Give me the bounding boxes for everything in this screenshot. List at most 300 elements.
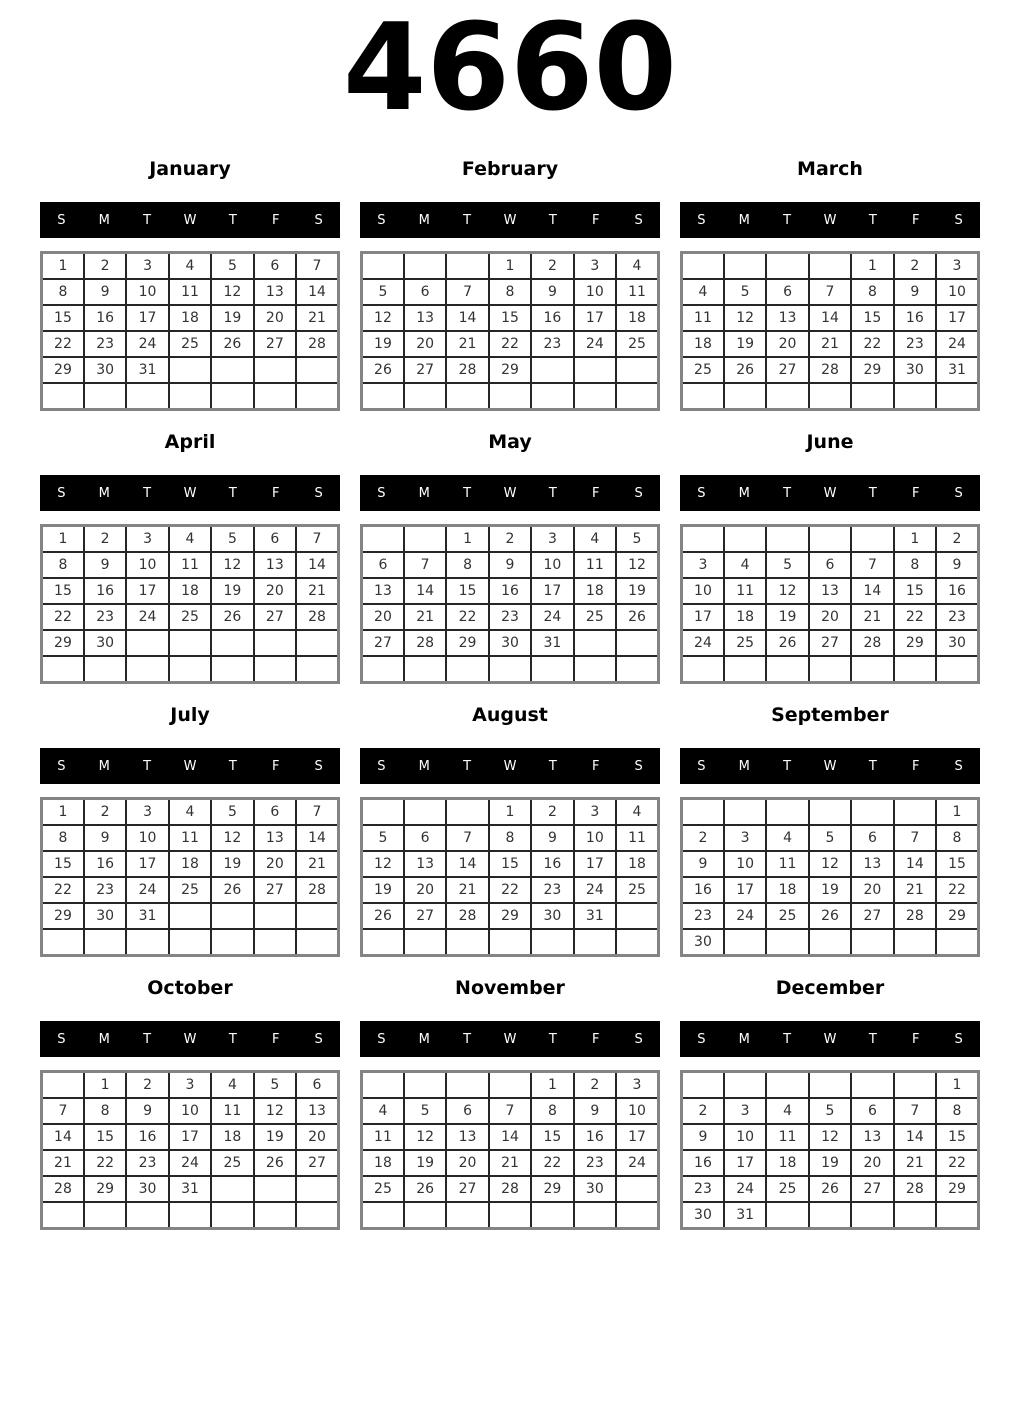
- day-cell: 9: [894, 279, 936, 305]
- week-row: [682, 825, 979, 851]
- day-cell: 14: [894, 851, 936, 877]
- day-cell: 8: [489, 825, 531, 851]
- day-cell: 9: [84, 552, 126, 578]
- day-cell: 28: [809, 357, 851, 383]
- empty-day-cell: [766, 1202, 808, 1229]
- day-cell: 9: [682, 1124, 724, 1150]
- day-cell: 14: [851, 578, 893, 604]
- day-cell: 7: [404, 552, 446, 578]
- day-cell: 22: [851, 331, 893, 357]
- day-cell: 11: [574, 552, 616, 578]
- day-cell: 6: [766, 279, 808, 305]
- day-cell: 13: [404, 305, 446, 331]
- weekday-label: T: [548, 485, 557, 501]
- day-cell: 23: [126, 1150, 168, 1176]
- day-cell: 27: [809, 630, 851, 656]
- day-cell: 9: [531, 279, 573, 305]
- day-cell: 13: [254, 825, 296, 851]
- week-row: [42, 799, 339, 826]
- day-cell: 23: [84, 604, 126, 630]
- weekday-label: W: [183, 485, 197, 501]
- day-cell: 24: [531, 604, 573, 630]
- day-cell: 29: [936, 903, 978, 929]
- day-cell: 5: [254, 1072, 296, 1099]
- empty-day-cell: [574, 630, 616, 656]
- weekday-label: M: [418, 212, 430, 228]
- week-row: [682, 357, 979, 383]
- day-cell: 31: [724, 1202, 766, 1229]
- day-cell: 4: [724, 552, 766, 578]
- week-row: [682, 929, 979, 956]
- empty-day-cell: [724, 929, 766, 956]
- weekday-label: S: [634, 758, 643, 774]
- week-row: [362, 604, 659, 630]
- day-cell: 2: [574, 1072, 616, 1099]
- day-cell: 20: [254, 305, 296, 331]
- empty-day-cell: [126, 929, 168, 956]
- day-cell: 17: [126, 305, 168, 331]
- day-cell: 19: [211, 851, 253, 877]
- weekday-header: [680, 1021, 980, 1057]
- day-cell: 21: [446, 877, 488, 903]
- day-cell: 27: [766, 357, 808, 383]
- weekday-label: T: [463, 758, 472, 774]
- week-row: [682, 1072, 979, 1099]
- day-cell: 7: [446, 279, 488, 305]
- weekday-label: S: [697, 1031, 706, 1047]
- day-cell: 25: [766, 903, 808, 929]
- week-row: [682, 526, 979, 553]
- day-cell: 21: [446, 331, 488, 357]
- empty-day-cell: [42, 383, 84, 410]
- day-cell: 1: [42, 253, 84, 280]
- weekday-label: S: [314, 1031, 323, 1047]
- empty-day-cell: [169, 1202, 211, 1229]
- day-cell: 13: [446, 1124, 488, 1150]
- day-cell: 24: [724, 903, 766, 929]
- day-cell: 27: [296, 1150, 338, 1176]
- week-row: [42, 1176, 339, 1202]
- day-cell: 23: [682, 1176, 724, 1202]
- empty-day-cell: [574, 929, 616, 956]
- week-row: [682, 630, 979, 656]
- day-cell: 12: [254, 1098, 296, 1124]
- week-row: [42, 331, 339, 357]
- date-grid: [40, 524, 340, 684]
- weekday-label: F: [911, 485, 920, 501]
- day-cell: 4: [682, 279, 724, 305]
- empty-day-cell: [126, 656, 168, 683]
- day-cell: 22: [936, 877, 978, 903]
- day-cell: 12: [211, 552, 253, 578]
- day-cell: 20: [446, 1150, 488, 1176]
- day-cell: 25: [211, 1150, 253, 1176]
- month-name: November: [455, 977, 565, 1000]
- empty-day-cell: [211, 929, 253, 956]
- day-cell: 25: [169, 331, 211, 357]
- week-row: [682, 1202, 979, 1229]
- empty-day-cell: [682, 526, 724, 553]
- day-cell: 3: [724, 825, 766, 851]
- day-cell: 23: [84, 331, 126, 357]
- day-cell: 25: [362, 1176, 404, 1202]
- day-cell: 24: [574, 877, 616, 903]
- weekday-label: S: [314, 212, 323, 228]
- day-cell: 10: [724, 1124, 766, 1150]
- empty-day-cell: [296, 1176, 338, 1202]
- day-cell: 18: [169, 578, 211, 604]
- weekday-label: S: [314, 758, 323, 774]
- date-grid: [40, 797, 340, 957]
- day-cell: 18: [211, 1124, 253, 1150]
- weekday-label: W: [183, 1031, 197, 1047]
- weekday-label: F: [911, 758, 920, 774]
- day-cell: 17: [531, 578, 573, 604]
- week-row: [682, 305, 979, 331]
- day-cell: 13: [809, 578, 851, 604]
- week-row: [42, 1098, 339, 1124]
- day-cell: 14: [446, 305, 488, 331]
- day-cell: 27: [851, 903, 893, 929]
- empty-day-cell: [169, 357, 211, 383]
- weekday-label: S: [954, 1031, 963, 1047]
- day-cell: 16: [936, 578, 978, 604]
- week-row: [682, 279, 979, 305]
- empty-day-cell: [489, 383, 531, 410]
- empty-day-cell: [362, 1202, 404, 1229]
- day-cell: 5: [362, 279, 404, 305]
- day-cell: 28: [446, 357, 488, 383]
- day-cell: 23: [574, 1150, 616, 1176]
- day-cell: 3: [682, 552, 724, 578]
- day-cell: 29: [936, 1176, 978, 1202]
- day-cell: 13: [851, 851, 893, 877]
- day-cell: 20: [809, 604, 851, 630]
- weekday-label: F: [591, 485, 600, 501]
- day-cell: 30: [84, 903, 126, 929]
- day-cell: 17: [126, 578, 168, 604]
- week-row: [362, 526, 659, 553]
- day-cell: 18: [724, 604, 766, 630]
- day-cell: 1: [489, 799, 531, 826]
- day-cell: 19: [616, 578, 658, 604]
- weekday-label: S: [57, 485, 66, 501]
- empty-day-cell: [851, 1202, 893, 1229]
- day-cell: 26: [809, 903, 851, 929]
- week-row: [42, 903, 339, 929]
- weekday-label: W: [503, 1031, 517, 1047]
- day-cell: 30: [126, 1176, 168, 1202]
- day-cell: 9: [84, 279, 126, 305]
- empty-day-cell: [254, 1202, 296, 1229]
- empty-day-cell: [211, 383, 253, 410]
- weekday-label: T: [548, 212, 557, 228]
- week-row: [362, 630, 659, 656]
- day-cell: 15: [851, 305, 893, 331]
- day-cell: 5: [809, 825, 851, 851]
- day-cell: 21: [851, 604, 893, 630]
- week-row: [42, 851, 339, 877]
- day-cell: 3: [531, 526, 573, 553]
- weekday-label: F: [271, 212, 280, 228]
- day-cell: 3: [126, 526, 168, 553]
- empty-day-cell: [724, 253, 766, 280]
- weekday-label: M: [98, 758, 110, 774]
- empty-day-cell: [766, 253, 808, 280]
- weekday-label: T: [228, 212, 237, 228]
- empty-day-cell: [894, 799, 936, 826]
- month-name: January: [149, 158, 231, 181]
- empty-day-cell: [489, 1072, 531, 1099]
- week-row: [682, 552, 979, 578]
- day-cell: 4: [616, 253, 658, 280]
- day-cell: 27: [404, 903, 446, 929]
- day-cell: 22: [894, 604, 936, 630]
- empty-day-cell: [169, 929, 211, 956]
- empty-day-cell: [489, 656, 531, 683]
- day-cell: 23: [489, 604, 531, 630]
- day-cell: 21: [296, 578, 338, 604]
- empty-day-cell: [489, 929, 531, 956]
- day-cell: 6: [809, 552, 851, 578]
- day-cell: 14: [296, 825, 338, 851]
- day-cell: 2: [936, 526, 978, 553]
- day-cell: 5: [211, 253, 253, 280]
- day-cell: 17: [574, 851, 616, 877]
- day-cell: 6: [296, 1072, 338, 1099]
- empty-day-cell: [42, 1072, 84, 1099]
- day-cell: 25: [682, 357, 724, 383]
- empty-day-cell: [254, 1176, 296, 1202]
- week-row: [362, 253, 659, 280]
- empty-day-cell: [126, 630, 168, 656]
- day-cell: 21: [296, 305, 338, 331]
- empty-day-cell: [894, 1202, 936, 1229]
- day-cell: 26: [616, 604, 658, 630]
- empty-day-cell: [84, 929, 126, 956]
- day-cell: 5: [766, 552, 808, 578]
- day-cell: 21: [809, 331, 851, 357]
- day-cell: 7: [489, 1098, 531, 1124]
- day-cell: 27: [254, 331, 296, 357]
- empty-day-cell: [809, 253, 851, 280]
- day-cell: 8: [42, 279, 84, 305]
- day-cell: 19: [211, 305, 253, 331]
- weekday-header: [360, 475, 660, 511]
- day-cell: 24: [126, 331, 168, 357]
- empty-day-cell: [42, 656, 84, 683]
- month-name: March: [797, 158, 863, 181]
- empty-day-cell: [682, 253, 724, 280]
- empty-day-cell: [724, 656, 766, 683]
- empty-day-cell: [894, 656, 936, 683]
- month-name: July: [170, 704, 210, 727]
- month-name: June: [806, 431, 854, 454]
- week-row: [362, 1202, 659, 1229]
- day-cell: 31: [126, 357, 168, 383]
- day-cell: 26: [211, 604, 253, 630]
- weekday-label: W: [503, 212, 517, 228]
- day-cell: 21: [894, 1150, 936, 1176]
- day-cell: 25: [169, 877, 211, 903]
- week-row: [682, 1150, 979, 1176]
- empty-day-cell: [531, 1202, 573, 1229]
- month-name: September: [771, 704, 889, 727]
- month-block-november: [360, 977, 660, 1230]
- month-name: October: [147, 977, 233, 1000]
- week-row: [362, 929, 659, 956]
- weekday-label: T: [228, 1031, 237, 1047]
- day-cell: 30: [682, 1202, 724, 1229]
- weekday-label: T: [868, 1031, 877, 1047]
- empty-day-cell: [296, 1202, 338, 1229]
- day-cell: 12: [809, 1124, 851, 1150]
- empty-day-cell: [766, 929, 808, 956]
- weekday-label: T: [143, 1031, 152, 1047]
- day-cell: 11: [169, 825, 211, 851]
- empty-day-cell: [84, 1202, 126, 1229]
- day-cell: 22: [42, 877, 84, 903]
- weekday-label: S: [377, 1031, 386, 1047]
- week-row: [362, 578, 659, 604]
- day-cell: 8: [446, 552, 488, 578]
- day-cell: 10: [936, 279, 978, 305]
- empty-day-cell: [574, 357, 616, 383]
- day-cell: 29: [489, 357, 531, 383]
- empty-day-cell: [531, 357, 573, 383]
- month-name: May: [488, 431, 532, 454]
- empty-day-cell: [211, 1202, 253, 1229]
- year-title: 4660: [343, 0, 677, 138]
- weekday-header: [360, 1021, 660, 1057]
- weekday-label: M: [98, 485, 110, 501]
- day-cell: 7: [894, 825, 936, 851]
- empty-day-cell: [616, 1202, 658, 1229]
- day-cell: 17: [169, 1124, 211, 1150]
- week-row: [42, 825, 339, 851]
- day-cell: 7: [42, 1098, 84, 1124]
- day-cell: 31: [126, 903, 168, 929]
- day-cell: 7: [446, 825, 488, 851]
- day-cell: 13: [254, 552, 296, 578]
- empty-day-cell: [404, 656, 446, 683]
- day-cell: 17: [126, 851, 168, 877]
- day-cell: 20: [254, 578, 296, 604]
- weekday-label: M: [418, 485, 430, 501]
- weekday-label: W: [823, 212, 837, 228]
- weekday-header: [40, 202, 340, 238]
- day-cell: 4: [169, 526, 211, 553]
- day-cell: 14: [809, 305, 851, 331]
- empty-day-cell: [574, 1202, 616, 1229]
- day-cell: 20: [766, 331, 808, 357]
- day-cell: 30: [531, 903, 573, 929]
- week-row: [362, 383, 659, 410]
- day-cell: 26: [254, 1150, 296, 1176]
- day-cell: 30: [84, 357, 126, 383]
- day-cell: 12: [616, 552, 658, 578]
- day-cell: 30: [84, 630, 126, 656]
- day-cell: 12: [809, 851, 851, 877]
- empty-day-cell: [616, 929, 658, 956]
- weekday-label: S: [377, 485, 386, 501]
- date-grid: [40, 1070, 340, 1230]
- week-row: [42, 1124, 339, 1150]
- month-name: August: [472, 704, 548, 727]
- day-cell: 25: [169, 604, 211, 630]
- day-cell: 12: [211, 825, 253, 851]
- weekday-label: W: [183, 758, 197, 774]
- day-cell: 21: [42, 1150, 84, 1176]
- day-cell: 22: [446, 604, 488, 630]
- day-cell: 16: [574, 1124, 616, 1150]
- day-cell: 14: [296, 552, 338, 578]
- day-cell: 7: [296, 526, 338, 553]
- day-cell: 14: [404, 578, 446, 604]
- day-cell: 17: [616, 1124, 658, 1150]
- day-cell: 10: [724, 851, 766, 877]
- empty-day-cell: [126, 383, 168, 410]
- day-cell: 10: [574, 825, 616, 851]
- day-cell: 21: [404, 604, 446, 630]
- day-cell: 14: [42, 1124, 84, 1150]
- day-cell: 20: [404, 331, 446, 357]
- empty-day-cell: [254, 903, 296, 929]
- day-cell: 27: [446, 1176, 488, 1202]
- month-block-april: [40, 431, 340, 684]
- weekday-label: T: [868, 212, 877, 228]
- day-cell: 12: [404, 1124, 446, 1150]
- empty-day-cell: [574, 383, 616, 410]
- weekday-label: T: [783, 758, 792, 774]
- day-cell: 18: [169, 851, 211, 877]
- day-cell: 5: [211, 526, 253, 553]
- week-row: [42, 578, 339, 604]
- day-cell: 9: [936, 552, 978, 578]
- day-cell: 22: [489, 877, 531, 903]
- day-cell: 1: [42, 526, 84, 553]
- empty-day-cell: [724, 1072, 766, 1099]
- weekday-label: M: [418, 758, 430, 774]
- empty-day-cell: [254, 383, 296, 410]
- week-row: [682, 903, 979, 929]
- day-cell: 16: [682, 1150, 724, 1176]
- day-cell: 25: [616, 877, 658, 903]
- day-cell: 28: [296, 331, 338, 357]
- weekday-label: T: [783, 212, 792, 228]
- weekday-label: F: [271, 485, 280, 501]
- empty-day-cell: [851, 929, 893, 956]
- weekday-label: T: [143, 212, 152, 228]
- day-cell: 3: [169, 1072, 211, 1099]
- day-cell: 22: [42, 331, 84, 357]
- day-cell: 26: [766, 630, 808, 656]
- day-cell: 28: [296, 877, 338, 903]
- empty-day-cell: [894, 1072, 936, 1099]
- day-cell: 16: [894, 305, 936, 331]
- day-cell: 5: [404, 1098, 446, 1124]
- day-cell: 22: [84, 1150, 126, 1176]
- day-cell: 17: [936, 305, 978, 331]
- empty-day-cell: [809, 526, 851, 553]
- weekday-label: T: [143, 758, 152, 774]
- day-cell: 10: [126, 552, 168, 578]
- weekday-label: S: [954, 212, 963, 228]
- empty-day-cell: [809, 929, 851, 956]
- day-cell: 29: [531, 1176, 573, 1202]
- day-cell: 28: [894, 903, 936, 929]
- day-cell: 19: [809, 1150, 851, 1176]
